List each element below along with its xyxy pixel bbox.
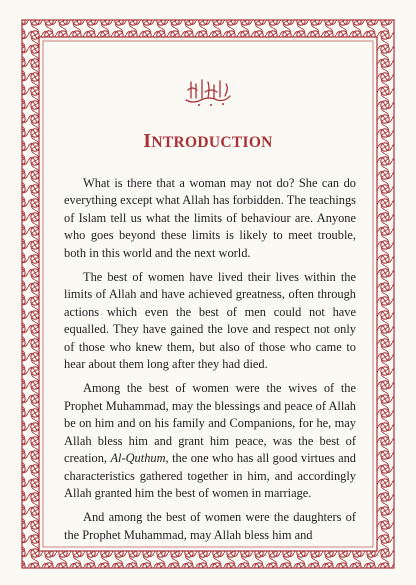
title-initial: I	[143, 130, 152, 152]
title-rest: NTRODUCTION	[151, 134, 273, 151]
paragraph: The best of women have lived their lives within the limits of Allah and have achieved greatness, often through actions which even the best of men could not have equalled. They have gained the love and respect not only of those who knew them, but also of those who came to hear about them long after they had died.	[64, 270, 356, 372]
basmala-calligraphy-icon	[183, 76, 233, 108]
paragraph: What is there that a woman may not do? She can do everything except what Allah has forbidden. The teachings of Islam tell us what the limits of behaviour are. Anyone who goes beyond these limits is likely to meet trouble, both in this world and the next world.	[64, 176, 356, 260]
italic-term: Al-Quthum	[110, 451, 166, 466]
paragraph-text-tail: , the one who has all good virtues and characteristics gathered together in him, and accordingly Allah granted him the best of women in marriage.	[64, 451, 356, 500]
paragraph: And among the best of women were the daughters of the Prophet Muhammad, may Allah bless him and	[64, 510, 356, 542]
chapter-title	[0, 130, 416, 153]
body-text	[64, 175, 356, 551]
paragraph	[64, 380, 356, 502]
paragraph-text: Among the best of women were the wives of the Prophet Muhammad, may the blessings and peace of Allah be on him and on his family and Companions, for he, may Allah bless him and grant him peace, was the best of creation,	[64, 381, 356, 466]
